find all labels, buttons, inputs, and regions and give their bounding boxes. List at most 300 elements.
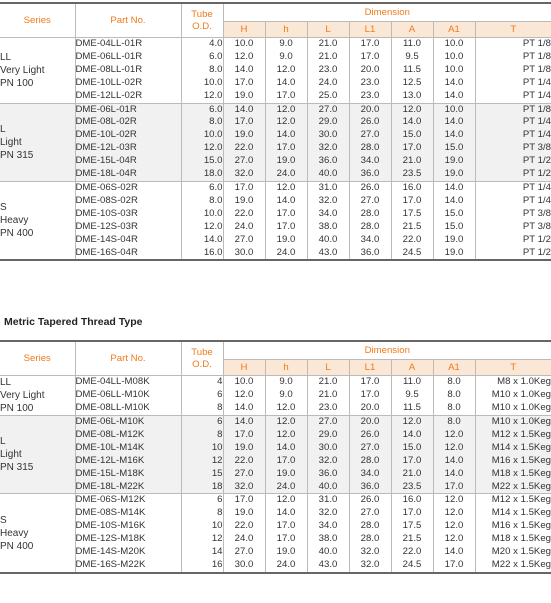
header-L: L	[307, 360, 349, 376]
T-cell: PT 1/4	[475, 195, 551, 208]
L-cell: 38.0	[307, 533, 349, 546]
header-L: L	[307, 22, 349, 38]
L1-cell: 26.0	[349, 181, 391, 194]
L-cell: 21.0	[307, 376, 349, 390]
header-tube-od	[181, 3, 223, 38]
L-cell: 40.0	[307, 481, 349, 494]
H-cell: 19.0	[223, 129, 265, 142]
A1-cell: 8.0	[433, 416, 475, 429]
header-A: A	[391, 22, 433, 38]
table-row	[0, 208, 551, 221]
L1-cell: 28.0	[349, 533, 391, 546]
h-cell: 24.0	[265, 481, 307, 494]
L-cell: 30.0	[307, 442, 349, 455]
T-cell: M12 x 1.5Keg	[475, 494, 551, 507]
A-cell: 24.5	[391, 247, 433, 261]
part-no-cell: DME-10L-M14K	[75, 442, 181, 455]
T-cell: M8 x 1.0Keg	[475, 376, 551, 390]
part-no-cell: DME-16S-M22K	[75, 559, 181, 573]
part-no-cell: DME-12L-M16K	[75, 455, 181, 468]
table-row	[0, 155, 551, 168]
L1-cell: 32.0	[349, 546, 391, 559]
part-no-cell: DME-15L-04R	[75, 155, 181, 168]
A-cell: 15.0	[391, 442, 433, 455]
L1-cell: 26.0	[349, 494, 391, 507]
H-cell: 14.0	[223, 416, 265, 429]
tube-od-cell: 8	[181, 429, 223, 442]
h-cell: 19.0	[265, 155, 307, 168]
T-cell: M14 x 1.5Keg	[475, 442, 551, 455]
T-cell: PT 1/4	[475, 181, 551, 194]
table-row	[0, 429, 551, 442]
L1-cell: 26.0	[349, 116, 391, 129]
tube-od-cell: 16	[181, 559, 223, 573]
series-label: PN 400	[0, 228, 34, 240]
A-cell: 9.5	[391, 389, 433, 402]
series-cell	[0, 416, 75, 494]
A-cell: 11.0	[391, 38, 433, 51]
header-part-no: Part No.	[75, 3, 181, 38]
A-cell: 17.0	[391, 507, 433, 520]
T-cell: PT 3/8	[475, 208, 551, 221]
table-row	[0, 38, 551, 51]
H-cell: 19.0	[223, 195, 265, 208]
header-h: h	[265, 360, 307, 376]
H-cell: 19.0	[223, 507, 265, 520]
L-cell: 40.0	[307, 234, 349, 247]
tube-od-cell: 6	[181, 494, 223, 507]
T-cell: PT 1/2	[475, 155, 551, 168]
L1-cell: 28.0	[349, 221, 391, 234]
A1-cell: 10.0	[433, 51, 475, 64]
h-cell: 14.0	[265, 77, 307, 90]
tube-od-cell: 4	[181, 376, 223, 390]
h-cell: 9.0	[265, 38, 307, 51]
part-no-cell: DME-08L-M12K	[75, 429, 181, 442]
L1-cell: 28.0	[349, 455, 391, 468]
header-tube-od	[181, 341, 223, 376]
header-od-label: O.D.	[192, 20, 212, 32]
L-cell: 36.0	[307, 155, 349, 168]
table-row	[0, 64, 551, 77]
h-cell: 12.0	[265, 116, 307, 129]
A1-cell: 14.0	[433, 195, 475, 208]
h-cell: 14.0	[265, 507, 307, 520]
A1-cell: 12.0	[433, 442, 475, 455]
A1-cell: 19.0	[433, 247, 475, 261]
T-cell: PT 3/8	[475, 221, 551, 234]
h-cell: 17.0	[265, 142, 307, 155]
h-cell: 24.0	[265, 559, 307, 573]
tube-od-cell: 8.0	[181, 116, 223, 129]
h-cell: 17.0	[265, 221, 307, 234]
part-no-cell: DME-06L-M10K	[75, 416, 181, 429]
h-cell: 9.0	[265, 389, 307, 402]
series-label: S	[0, 514, 7, 526]
L1-cell: 27.0	[349, 195, 391, 208]
series-label: LL	[0, 51, 12, 63]
H-cell: 17.0	[223, 181, 265, 194]
L-cell: 21.0	[307, 38, 349, 51]
table-row	[0, 389, 551, 402]
L-cell: 29.0	[307, 429, 349, 442]
A-cell: 21.5	[391, 221, 433, 234]
L1-cell: 36.0	[349, 247, 391, 261]
A1-cell: 14.0	[433, 181, 475, 194]
A-cell: 11.0	[391, 376, 433, 390]
part-no-cell: DME-12S-M18K	[75, 533, 181, 546]
A1-cell: 12.0	[433, 520, 475, 533]
part-no-cell: DME-12LL-02R	[75, 90, 181, 103]
part-no-cell: DME-16S-04R	[75, 247, 181, 261]
L-cell: 29.0	[307, 116, 349, 129]
series-group	[0, 494, 551, 573]
header-dimension: Dimension	[223, 3, 551, 22]
h-cell: 24.0	[265, 247, 307, 261]
part-no-cell: DME-08LL-M10K	[75, 402, 181, 416]
h-cell: 12.0	[265, 64, 307, 77]
tube-od-cell: 12.0	[181, 90, 223, 103]
A1-cell: 10.0	[433, 64, 475, 77]
table-row	[0, 507, 551, 520]
T-cell: PT 1/4	[475, 77, 551, 90]
table-row	[0, 468, 551, 481]
A-cell: 22.0	[391, 234, 433, 247]
tube-od-cell: 14	[181, 546, 223, 559]
part-no-cell: DME-12S-03R	[75, 221, 181, 234]
A1-cell: 17.0	[433, 559, 475, 573]
T-cell: PT 1/4	[475, 129, 551, 142]
series-label: Heavy	[0, 215, 29, 227]
H-cell: 22.0	[223, 142, 265, 155]
series-label: Light	[0, 449, 22, 461]
h-cell: 14.0	[265, 129, 307, 142]
A1-cell: 19.0	[433, 168, 475, 181]
A1-cell: 15.0	[433, 142, 475, 155]
series-cell	[0, 376, 75, 416]
H-cell: 17.0	[223, 77, 265, 90]
series-label: LL	[0, 377, 12, 388]
T-cell: PT 1/8	[475, 51, 551, 64]
header-T: T	[475, 22, 551, 38]
series-group	[0, 38, 551, 104]
T-cell: M16 x 1.5Keg	[475, 520, 551, 533]
h-cell: 17.0	[265, 208, 307, 221]
table-row	[0, 129, 551, 142]
A-cell: 17.0	[391, 195, 433, 208]
series-label: Heavy	[0, 527, 29, 539]
table-row	[0, 51, 551, 64]
L-cell: 32.0	[307, 507, 349, 520]
part-no-cell: DME-08S-02R	[75, 195, 181, 208]
table-row	[0, 181, 551, 194]
L1-cell: 17.0	[349, 38, 391, 51]
tube-od-cell: 8	[181, 507, 223, 520]
h-cell: 12.0	[265, 181, 307, 194]
T-cell: M18 x 1.5Keg	[475, 533, 551, 546]
header-A1: A1	[433, 360, 475, 376]
A-cell: 24.5	[391, 559, 433, 573]
part-no-cell: DME-08LL-01R	[75, 64, 181, 77]
L-cell: 31.0	[307, 494, 349, 507]
series-group	[0, 416, 551, 494]
L-cell: 34.0	[307, 520, 349, 533]
L-cell: 43.0	[307, 559, 349, 573]
L-cell: 27.0	[307, 416, 349, 429]
H-cell: 27.0	[223, 546, 265, 559]
header-dimension: Dimension	[223, 341, 551, 360]
L1-cell: 32.0	[349, 559, 391, 573]
T-cell: M12 x 1.5Keg	[475, 429, 551, 442]
H-cell: 10.0	[223, 376, 265, 390]
header-tube-label: Tube	[191, 8, 213, 20]
table-row	[0, 546, 551, 559]
tube-od-cell: 18	[181, 481, 223, 494]
H-cell: 17.0	[223, 116, 265, 129]
series-label: PN 315	[0, 462, 34, 474]
part-no-cell: DME-18L-M22K	[75, 481, 181, 494]
A-cell: 17.0	[391, 142, 433, 155]
T-cell: PT 1/2	[475, 247, 551, 261]
L-cell: 32.0	[307, 195, 349, 208]
A1-cell: 19.0	[433, 234, 475, 247]
A1-cell: 10.0	[433, 103, 475, 116]
table-row	[0, 221, 551, 234]
H-cell: 24.0	[223, 533, 265, 546]
header-od-label: O.D.	[192, 358, 212, 370]
tube-od-cell: 8	[181, 402, 223, 416]
H-cell: 22.0	[223, 208, 265, 221]
T-cell: PT 1/2	[475, 234, 551, 247]
part-no-cell: DME-10L-02R	[75, 129, 181, 142]
A1-cell: 15.0	[433, 221, 475, 234]
series-cell	[0, 38, 75, 104]
H-cell: 24.0	[223, 221, 265, 234]
H-cell: 14.0	[223, 64, 265, 77]
header-series: Series	[0, 341, 75, 376]
A1-cell: 14.0	[433, 77, 475, 90]
H-cell: 14.0	[223, 402, 265, 416]
series-cell	[0, 494, 75, 573]
tube-od-cell: 16.0	[181, 247, 223, 261]
header-H: H	[223, 360, 265, 376]
series-label: PN 100	[0, 403, 34, 414]
h-cell: 12.0	[265, 402, 307, 416]
table-row	[0, 494, 551, 507]
part-no-cell: DME-04LL-01R	[75, 38, 181, 51]
series-group	[0, 376, 551, 416]
part-no-cell: DME-18L-04R	[75, 168, 181, 181]
series-label: Very Light	[0, 64, 45, 76]
series-label: Light	[0, 136, 22, 148]
A1-cell: 8.0	[433, 389, 475, 402]
A1-cell: 12.0	[433, 533, 475, 546]
tube-od-cell: 12	[181, 455, 223, 468]
L-cell: 34.0	[307, 208, 349, 221]
T-cell: M10 x 1.0Keg	[475, 416, 551, 429]
T-cell: PT 1/4	[475, 90, 551, 103]
h-cell: 19.0	[265, 234, 307, 247]
H-cell: 30.0	[223, 247, 265, 261]
T-cell: M10 x 1.0Keg	[475, 402, 551, 416]
table-row	[0, 559, 551, 573]
h-cell: 24.0	[265, 168, 307, 181]
L1-cell: 27.0	[349, 129, 391, 142]
A1-cell: 15.0	[433, 208, 475, 221]
A-cell: 16.0	[391, 494, 433, 507]
A-cell: 9.5	[391, 51, 433, 64]
table-row	[0, 416, 551, 429]
part-no-cell: DME-12L-03R	[75, 142, 181, 155]
T-cell: M16 x 1.5Keg	[475, 455, 551, 468]
series-label: PN 315	[0, 149, 34, 161]
A-cell: 23.5	[391, 481, 433, 494]
table-row	[0, 402, 551, 416]
table-row	[0, 442, 551, 455]
table-row	[0, 77, 551, 90]
part-no-cell: DME-14S-M20K	[75, 546, 181, 559]
table-row	[0, 455, 551, 468]
tube-od-cell: 10.0	[181, 77, 223, 90]
part-no-cell: DME-14S-04R	[75, 234, 181, 247]
h-cell: 12.0	[265, 429, 307, 442]
series-label: PN 400	[0, 540, 34, 552]
table-row	[0, 195, 551, 208]
header-A1: A1	[433, 22, 475, 38]
tube-od-cell: 10	[181, 520, 223, 533]
A1-cell: 8.0	[433, 402, 475, 416]
header-part-no: Part No.	[75, 341, 181, 376]
L1-cell: 34.0	[349, 468, 391, 481]
part-no-cell: DME-06S-M12K	[75, 494, 181, 507]
spec-table-pt-thread	[0, 2, 551, 261]
L1-cell: 28.0	[349, 142, 391, 155]
part-no-cell: DME-08S-M14K	[75, 507, 181, 520]
A1-cell: 14.0	[433, 90, 475, 103]
tube-od-cell: 10.0	[181, 208, 223, 221]
T-cell: PT 1/8	[475, 38, 551, 51]
series-group	[0, 181, 551, 260]
tube-od-cell: 12.0	[181, 142, 223, 155]
H-cell: 27.0	[223, 468, 265, 481]
L1-cell: 17.0	[349, 389, 391, 402]
A1-cell: 14.0	[433, 129, 475, 142]
h-cell: 17.0	[265, 533, 307, 546]
L1-cell: 17.0	[349, 376, 391, 390]
tube-od-cell: 12.0	[181, 221, 223, 234]
T-cell: M22 x 1.5Keg	[475, 559, 551, 573]
h-cell: 12.0	[265, 416, 307, 429]
H-cell: 12.0	[223, 389, 265, 402]
table-row	[0, 520, 551, 533]
A-cell: 17.5	[391, 208, 433, 221]
A-cell: 12.5	[391, 77, 433, 90]
tube-od-cell: 6.0	[181, 103, 223, 116]
header-L1: L1	[349, 22, 391, 38]
series-label: L	[0, 123, 6, 135]
L1-cell: 27.0	[349, 507, 391, 520]
T-cell: PT 1/8	[475, 64, 551, 77]
tube-od-cell: 10	[181, 442, 223, 455]
table-row	[0, 247, 551, 261]
L1-cell: 28.0	[349, 208, 391, 221]
A-cell: 22.0	[391, 546, 433, 559]
H-cell: 19.0	[223, 442, 265, 455]
series-label: Very Light	[0, 390, 45, 401]
series-label: S	[0, 202, 7, 214]
tube-od-cell: 18.0	[181, 168, 223, 181]
part-no-cell: DME-06S-02R	[75, 181, 181, 194]
tube-od-cell: 4.0	[181, 38, 223, 51]
L1-cell: 34.0	[349, 234, 391, 247]
tube-od-cell: 6	[181, 416, 223, 429]
table-row	[0, 168, 551, 181]
L-cell: 40.0	[307, 168, 349, 181]
H-cell: 14.0	[223, 103, 265, 116]
A1-cell: 12.0	[433, 494, 475, 507]
L1-cell: 28.0	[349, 520, 391, 533]
tube-od-cell: 6.0	[181, 51, 223, 64]
part-no-cell: DME-10S-03R	[75, 208, 181, 221]
T-cell: PT 1/2	[475, 168, 551, 181]
H-cell: 22.0	[223, 520, 265, 533]
part-no-cell: DME-08L-02R	[75, 116, 181, 129]
table-row	[0, 234, 551, 247]
series-label: L	[0, 436, 6, 448]
h-cell: 12.0	[265, 494, 307, 507]
h-cell: 17.0	[265, 90, 307, 103]
L-cell: 40.0	[307, 546, 349, 559]
part-no-cell: DME-10LL-02R	[75, 77, 181, 90]
A-cell: 14.0	[391, 429, 433, 442]
L-cell: 23.0	[307, 64, 349, 77]
header-T: T	[475, 360, 551, 376]
part-no-cell: DME-06L-01R	[75, 103, 181, 116]
H-cell: 27.0	[223, 234, 265, 247]
L1-cell: 36.0	[349, 481, 391, 494]
L-cell: 23.0	[307, 402, 349, 416]
h-cell: 19.0	[265, 546, 307, 559]
h-cell: 9.0	[265, 51, 307, 64]
A1-cell: 8.0	[433, 376, 475, 390]
T-cell: M18 x 1.5Keg	[475, 468, 551, 481]
A-cell: 17.5	[391, 520, 433, 533]
H-cell: 27.0	[223, 155, 265, 168]
T-cell: PT 1/4	[475, 116, 551, 129]
part-no-cell: DME-15L-M18K	[75, 468, 181, 481]
L1-cell: 36.0	[349, 168, 391, 181]
A-cell: 17.0	[391, 455, 433, 468]
header-L1: L1	[349, 360, 391, 376]
A-cell: 16.0	[391, 181, 433, 194]
table-row	[0, 376, 551, 390]
h-cell: 17.0	[265, 455, 307, 468]
tube-od-cell: 8.0	[181, 64, 223, 77]
L-cell: 30.0	[307, 129, 349, 142]
header-H: H	[223, 22, 265, 38]
L-cell: 21.0	[307, 389, 349, 402]
A1-cell: 14.0	[433, 468, 475, 481]
L-cell: 38.0	[307, 221, 349, 234]
table-row	[0, 481, 551, 494]
T-cell: M20 x 1.5Keg	[475, 546, 551, 559]
A-cell: 11.5	[391, 402, 433, 416]
L-cell: 36.0	[307, 468, 349, 481]
table-row	[0, 533, 551, 546]
tube-od-cell: 6	[181, 389, 223, 402]
h-cell: 19.0	[265, 468, 307, 481]
h-cell: 17.0	[265, 520, 307, 533]
